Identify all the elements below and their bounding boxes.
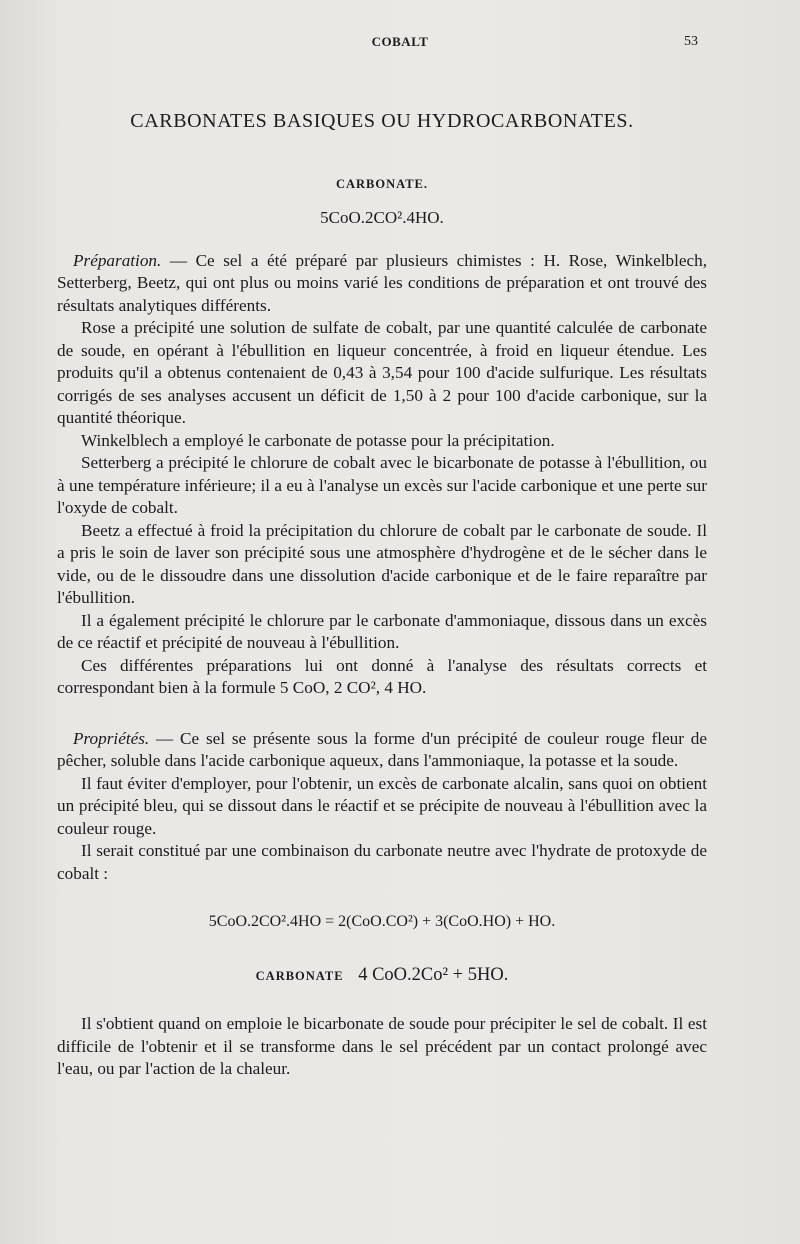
properties-paragraph [57, 728, 707, 773]
beetz-paragraph: Beetz a effectué à froid la précipitation du chlorure de cobalt par le carbonate de soude. Il a pris le soin de laver son précipité sous une atmosphère d'hydrogène et de le sécher dans le vide, ou de le dissoudre dans une dissolution d'acide carbonique et de le faire reparaître par l'ébullition. [57, 520, 707, 607]
constitution-paragraph: Il serait constitué par une combinaison du carbonate neutre avec l'hydrate de protoxyde de cobalt : [57, 841, 707, 883]
rose-paragraph: Rose a précipité une solution de sulfate de cobalt, par une quantité calculée de carbonate de soude, en opérant à l'ébullition en liqueur concentrée, à froid en liqueur étendue. Les produits qu'il a obtenus contenaient de 0,43 à 3,54 pour 100 d'acide sulfurique. Les résultats corrigés de ses analyses accusent un déficit de 1,50 à 2 pour 100 d'acide carbonique, sur la quantité théorique. [57, 318, 707, 427]
page-content [57, 110, 707, 1081]
properties-label: Propriétés. [73, 728, 150, 748]
results-paragraph: Ces différentes préparations lui ont donné à l'analyse des résultats corrects et correspondant bien à la formule 5 CoO, 2 CO², 4 HO. [57, 655, 707, 697]
constitution-equation: 5CoO.2CO².4HO = 2(CoO.CO²) + 3(CoO.HO) + HO. [208, 913, 556, 930]
carbonate-formula: 4 CoO.2Co² + 5HO. [358, 964, 509, 985]
carbonate-label: CARBONATE [255, 968, 344, 983]
avoid-excess-paragraph: Il faut éviter d'employer, pour l'obtenir, un excès de carbonate alcalin, sans quoi on obtient un précipité bleu, qui se dissout dans le réactif et se précipite de nouveau à l'ébullition avec la couleur rouge. [57, 773, 707, 838]
preparation-paragraph [57, 250, 707, 318]
running-title: COBALT [371, 34, 429, 49]
winkelblech-paragraph: Winkelblech a employé le carbonate de potasse pour la précipitation. [81, 430, 555, 450]
section-title: CARBONATES BASIQUES OU HYDROCARBONATES. [130, 110, 634, 132]
preparation-label: Préparation. [73, 250, 162, 270]
bicarbonate-paragraph: Il s'obtient quand on emploie le bicarbonate de soude pour précipiter le sel de cobalt. Il est difficile de l'obtenir et il se transforme dans le sel précédent par un contact prolongé avec l'eau, ou par l'action de la chaleur. [57, 1014, 707, 1078]
carbonate-heading [57, 964, 707, 988]
section-gap [57, 700, 707, 728]
subsection-title: CARBONATE. [335, 176, 429, 191]
ammonia-paragraph: Il a également précipité le chlorure par le carbonate d'ammoniaque, dissous dans un excès de ce réactif et précipité de nouveau à l'ébullition. [57, 610, 707, 652]
page-number: 53 [684, 34, 698, 49]
setterberg-paragraph: Setterberg a précipité le chlorure de cobalt avec le bicarbonate de potasse à l'ébullition, ou à une température inférieure; il a eu à l'analyse un excès sur l'acide carbonique et une perte sur l'oxyde de cobalt. [57, 453, 707, 517]
properties-intro: — Ce sel se présente sous la forme d'un précipité de couleur rouge fleur de pêcher, soluble dans l'acide carbonique aqueux, dans l'ammoniaque, la potasse et la soude. [57, 728, 707, 770]
preparation-intro: — Ce sel a été préparé par plusieurs chimistes : H. Rose, Winkelblech, Setterberg, Beetz, qui ont plus ou moins varié les conditions de préparation et ont trouvé des résultats analytiques différents. [57, 250, 707, 315]
running-head [0, 34, 800, 54]
compound-formula: 5CoO.2CO².4HO. [320, 208, 444, 227]
